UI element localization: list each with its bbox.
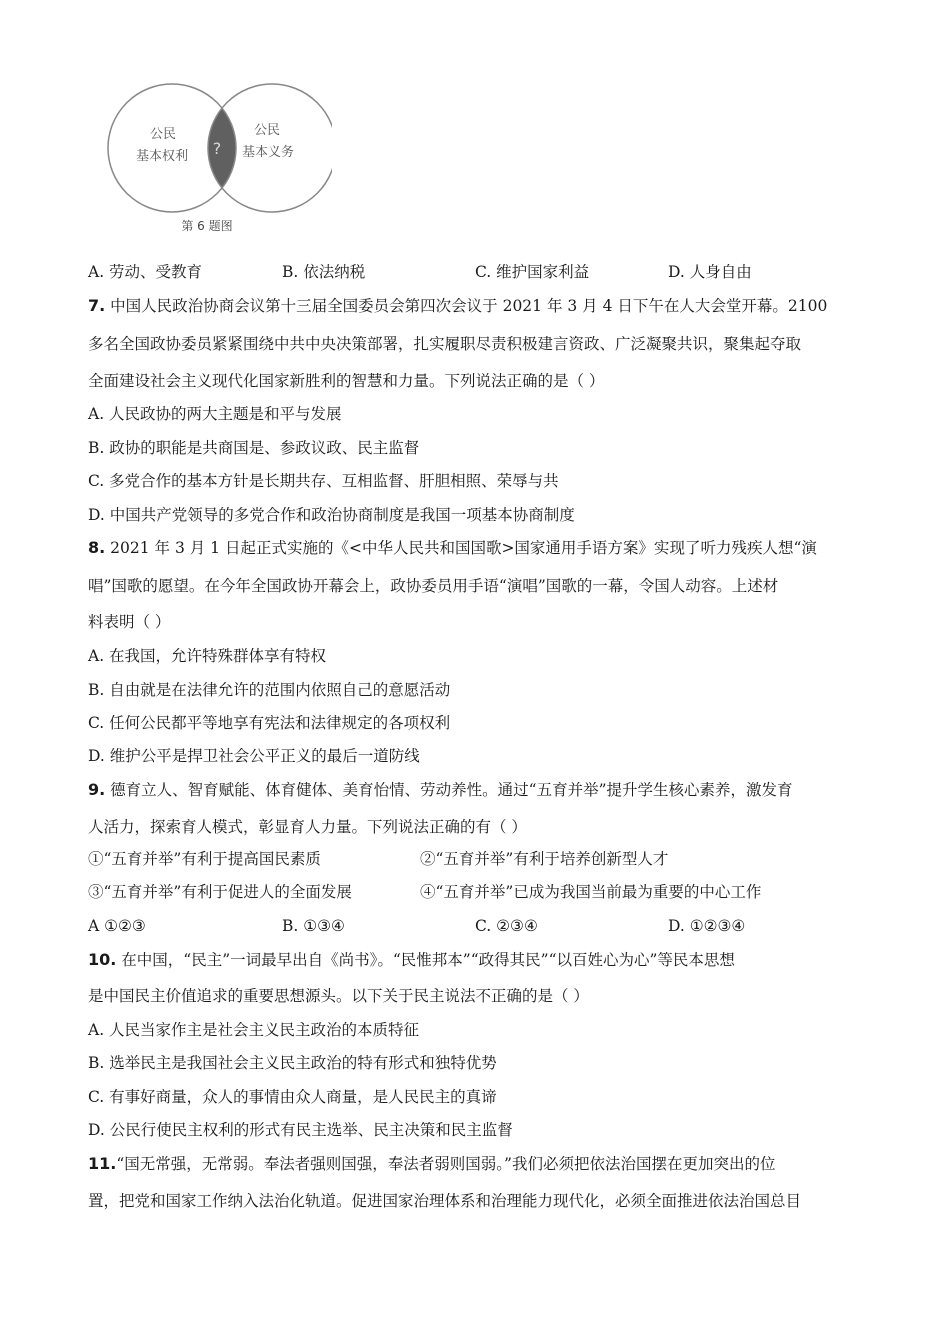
q6-option-c: C. 维护国家利益	[475, 263, 590, 281]
q7-stem-line-2: 多名全国政协委员紧紧围绕中共中央决策部署，扎实履职尽责积极建言资政、广泛凝聚共识，聚集起夺取	[88, 335, 802, 353]
q9-stem-line-2: 人活力，探索育人模式，彰显育人力量。下列说法正确的有（ ）	[88, 818, 527, 836]
q8-number: 8.	[88, 538, 106, 557]
q7-option-d: D. 中国共产党领导的多党合作和政治协商制度是我国一项基本协商制度	[88, 506, 575, 524]
q10-stem-line-1: 10. 在中国，“民主”一词最早出自《尚书》。“民惟邦本”“政得其民”“以百姓心为心”等民本思想	[88, 950, 735, 969]
q7-stem-line-1: 7. 中国人民政治协商会议第十三届全国委员会第四次会议于 2021 年 3 月 4 日下午在人大会堂开幕。2100	[88, 296, 828, 315]
q11-number: 11.	[88, 1154, 117, 1173]
q9-option-a: A ①②③	[88, 917, 146, 935]
q10-option-a: A. 人民当家作主是社会主义民主政治的本质特征	[88, 1021, 420, 1039]
q9-statement-1: ①“五育并举”有利于提高国民素质	[88, 850, 321, 868]
q7-number: 7.	[88, 296, 106, 315]
q9-number: 9.	[88, 780, 106, 799]
q10-number: 10.	[88, 950, 117, 969]
q10-stem-line-2: 是中国民主价值追求的重要思想源头。以下关于民主说法不正确的是（ ）	[88, 987, 589, 1005]
q9-option-b: B. ①③④	[282, 917, 345, 935]
q6-option-d: D. 人身自由	[668, 263, 752, 281]
q7-stem-line-3: 全面建设社会主义现代化国家新胜利的智慧和力量。下列说法正确的是（ ）	[88, 372, 605, 390]
q7-option-b: B. 政协的职能是共商国是、参政议政、民主监督	[88, 439, 420, 457]
q10-option-b: B. 选举民主是我国社会主义民主政治的特有形式和独特优势	[88, 1054, 497, 1072]
q8-stem-line-3: 料表明（ ）	[88, 613, 171, 631]
q10-option-d: D. 公民行使民主权利的形式有民主选举、民主决策和民主监督	[88, 1121, 513, 1139]
q8-stem-line-2: 唱”国歌的愿望。在今年全国政协开幕会上，政协委员用手语“演唱”国歌的一幕，令国人动容。上述材	[88, 577, 779, 595]
venn-right-label-1: 公民	[254, 123, 281, 138]
q9-statement-4: ④“五育并举”已成为我国当前最为重要的中心工作	[420, 883, 762, 901]
q8-option-b: B. 自由就是在法律允许的范围内依照自己的意愿活动	[88, 681, 451, 699]
q7-option-c: C. 多党合作的基本方针是长期共存、互相监督、肝胆相照、荣辱与共	[88, 472, 559, 490]
venn-diagram-figure	[92, 80, 332, 240]
q6-option-b: B. 依法纳税	[282, 263, 366, 281]
q6-option-a: A. 劳动、受教育	[88, 263, 203, 281]
figure-caption: 第 6 题图	[181, 219, 233, 233]
q9-statement-3: ③“五育并举”有利于促进人的全面发展	[88, 883, 352, 901]
venn-left-label-2: 基本权利	[136, 149, 189, 164]
q9-option-d: D. ①②③④	[668, 917, 746, 935]
q8-stem-line-1: 8. 2021 年 3 月 1 日起正式实施的《<中华人民共和国国歌>国家通用手语方案》实现了听力残疾人想“演	[88, 538, 817, 557]
q8-option-d: D. 维护公平是捍卫社会公平正义的最后一道防线	[88, 747, 420, 765]
q7-option-a: A. 人民政协的两大主题是和平与发展	[88, 405, 342, 423]
q11-stem-line-1: 11.“国无常强，无常弱。奉法者强则国强，奉法者弱则国弱。”我们必须把依法治国摆在更加突出的位	[88, 1154, 776, 1173]
venn-right-label-2: 基本义务	[242, 145, 295, 160]
q8-option-a: A. 在我国，允许特殊群体享有特权	[88, 647, 327, 665]
q9-statement-2: ②“五育并举”有利于培养创新型人才	[420, 850, 669, 868]
q9-stem-line-1: 9. 德育立人、智育赋能、体育健体、美育怡情、劳动养性。通过“五育并举”提升学生核心素养，激发育	[88, 780, 793, 799]
venn-left-label-1: 公民	[150, 127, 177, 142]
q8-option-c: C. 任何公民都平等地享有宪法和法律规定的各项权利	[88, 714, 451, 732]
q9-option-c: C. ②③④	[475, 917, 538, 935]
venn-diagram	[92, 80, 332, 240]
q10-option-c: C. 有事好商量，众人的事情由众人商量，是人民民主的真谛	[88, 1088, 497, 1106]
venn-center-mark: ?	[212, 139, 222, 158]
q11-stem-line-2: 置，把党和国家工作纳入法治化轨道。促进国家治理体系和治理能力现代化，必须全面推进依法治国总目	[88, 1192, 802, 1210]
